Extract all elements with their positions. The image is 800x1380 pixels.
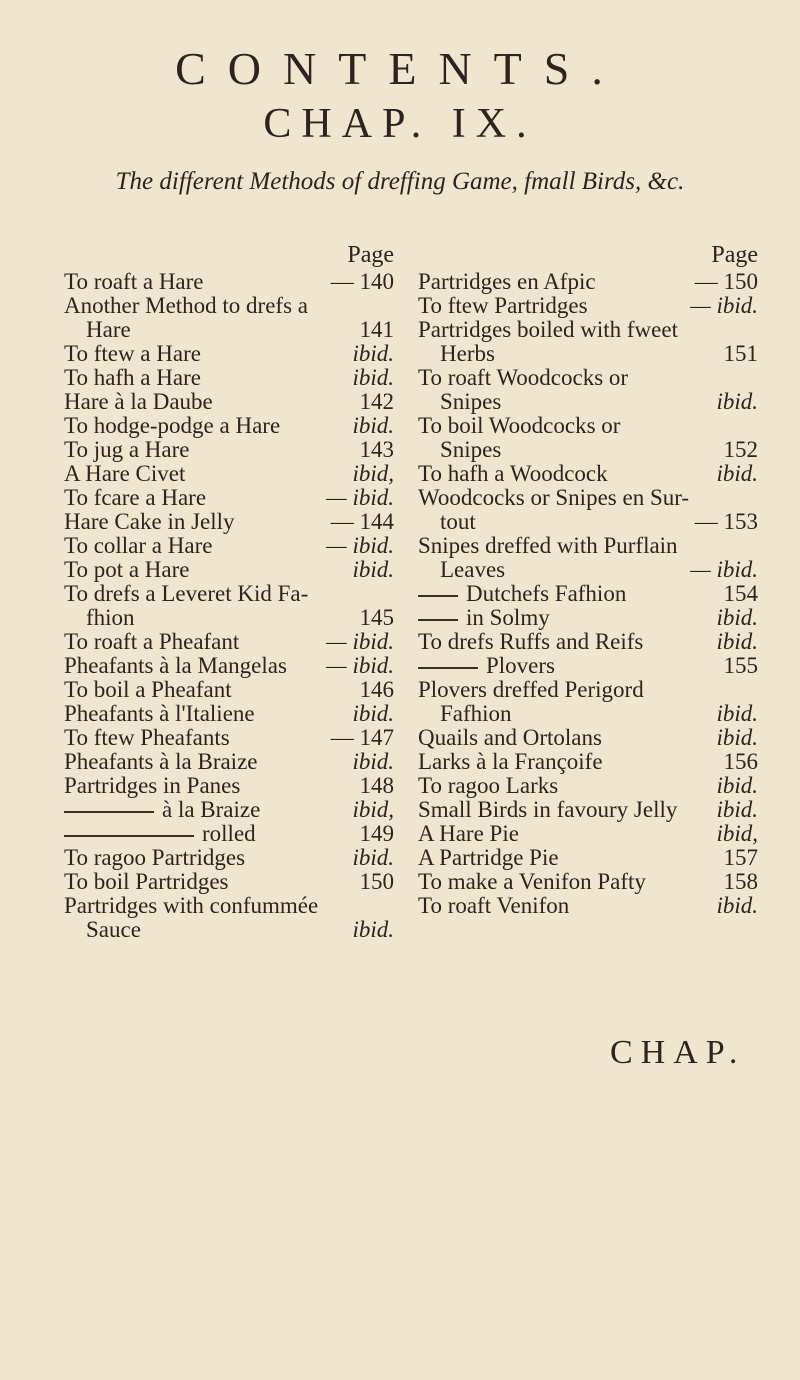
entry-title: Quails and Ortolans <box>418 725 602 750</box>
entry-page-number: — ibid. <box>326 485 394 510</box>
contents-entry <box>418 294 758 318</box>
entry-title: To collar a Hare <box>64 533 213 558</box>
entry-page-number: — 147 <box>330 725 394 750</box>
contents-entry <box>64 846 394 870</box>
contents-entry <box>418 630 758 654</box>
entry-page-number: — 150 <box>694 269 758 294</box>
entry-page-number: ibid, <box>352 461 394 486</box>
catchword: CHAP. <box>610 1034 746 1071</box>
contents-entry <box>64 678 394 702</box>
entry-page-number: 145 <box>359 605 394 630</box>
entry-list <box>64 270 394 942</box>
contents-entry <box>418 750 758 774</box>
entry-list <box>418 270 758 918</box>
entry-title: Pheafants à la Braize <box>64 749 258 774</box>
entry-title: tout <box>440 509 476 534</box>
ditto-rule <box>418 619 458 621</box>
entry-title: Plovers dreffed Perigord <box>418 677 644 702</box>
contents-entry <box>418 822 758 846</box>
entry-title: Hare <box>86 317 131 342</box>
contents-entry <box>64 390 394 414</box>
entry-page-number: ibid, <box>352 797 394 822</box>
entry-title: To pot a Hare <box>64 557 190 582</box>
entry-title: Partridges in Panes <box>64 773 241 798</box>
entry-title: A Hare Pie <box>418 821 519 846</box>
entry-title: To ftew a Hare <box>64 341 201 366</box>
contents-column-left <box>64 240 394 942</box>
entry-page-number: — ibid. <box>690 557 758 582</box>
entry-page-number: ibid. <box>352 917 394 942</box>
entry-title: To ftew Pheafants <box>64 725 230 750</box>
contents-entry <box>418 390 758 414</box>
entry-page-number: — 140 <box>330 269 394 294</box>
entry-title: Hare Cake in Jelly <box>64 509 235 534</box>
entry-page-number: — ibid. <box>690 293 758 318</box>
contents-column-right <box>418 240 758 918</box>
contents-entry <box>64 774 394 798</box>
entry-title: To hodge-podge a Hare <box>64 413 281 438</box>
contents-entry <box>418 534 758 558</box>
contents-entry <box>418 846 758 870</box>
entry-title: Partridges boiled with fweet <box>418 317 678 342</box>
contents-entry <box>64 294 394 318</box>
entry-page-number: 156 <box>723 749 758 774</box>
entry-page-number: 148 <box>359 773 394 798</box>
entry-title: Snipes dreffed with Purflain <box>418 533 678 558</box>
contents-entry <box>64 534 394 558</box>
contents-entry <box>64 510 394 534</box>
entry-title: à la Braize <box>162 797 261 822</box>
entry-page-number: ibid. <box>716 773 758 798</box>
entry-title: To roaft a Hare <box>64 269 204 294</box>
entry-page-number: 150 <box>359 869 394 894</box>
entry-page-number: ibid. <box>352 557 394 582</box>
entry-page-number: 155 <box>723 653 758 678</box>
entry-title: Hare à la Daube <box>64 389 213 414</box>
entry-title: To boil Partridges <box>64 869 229 894</box>
entry-page-number: ibid. <box>716 797 758 822</box>
contents-entry <box>418 318 758 342</box>
entry-page-number: — ibid. <box>326 629 394 654</box>
entry-title: To ragoo Larks <box>418 773 559 798</box>
entry-page-number: 142 <box>359 389 394 414</box>
entry-title: To hafh a Hare <box>64 365 201 390</box>
contents-entry <box>418 606 758 630</box>
contents-entry <box>64 702 394 726</box>
contents-entry <box>64 870 394 894</box>
contents-entry <box>418 774 758 798</box>
contents-entry <box>418 582 758 606</box>
entry-page-number: ibid. <box>352 749 394 774</box>
page-column-label: Page <box>711 242 758 268</box>
contents-entry <box>64 414 394 438</box>
contents-entry <box>64 630 394 654</box>
contents-entry <box>64 822 394 846</box>
entry-page-number: ibid. <box>352 341 394 366</box>
entry-title: To hafh a Woodcock <box>418 461 608 486</box>
entry-title: Leaves <box>440 557 506 582</box>
entry-page-number: 146 <box>359 677 394 702</box>
entry-title: A Partridge Pie <box>418 845 559 870</box>
entry-title: Another Method to drefs a <box>64 293 308 318</box>
ditto-rule <box>418 595 458 597</box>
entry-title: Sauce <box>86 917 141 942</box>
entry-page-number: ibid. <box>716 389 758 414</box>
entry-title: To fcare a Hare <box>64 485 207 510</box>
contents-entry <box>64 438 394 462</box>
entry-page-number: 154 <box>723 581 758 606</box>
chapter-heading: CHAP. IX. <box>263 101 537 147</box>
entry-title: Pheafants à l'Italiene <box>64 701 255 726</box>
chapter-subtitle: The different Methods of dreffing Game, fmall Birds, &c. <box>115 168 685 195</box>
contents-entry <box>418 870 758 894</box>
entry-page-number: 158 <box>723 869 758 894</box>
contents-entry <box>418 486 758 510</box>
entry-page-number: ibid. <box>716 701 758 726</box>
contents-entry <box>64 318 394 342</box>
entry-page-number: ibid. <box>716 725 758 750</box>
entry-title: To boil a Pheafant <box>64 677 232 702</box>
contents-entry <box>64 366 394 390</box>
contents-entry <box>418 462 758 486</box>
entry-title: To boil Woodcocks or <box>418 413 621 438</box>
contents-entry <box>64 894 394 918</box>
entry-page-number: ibid. <box>352 845 394 870</box>
contents-entry <box>418 510 758 534</box>
entry-title: Snipes <box>440 437 502 462</box>
entry-title: To jug a Hare <box>64 437 190 462</box>
entry-title: Dutchefs Fafhion <box>466 581 627 606</box>
entry-page-number: 141 <box>359 317 394 342</box>
contents-entry <box>418 894 758 918</box>
entry-title: Fafhion <box>440 701 512 726</box>
contents-entry <box>64 558 394 582</box>
entry-page-number: — ibid. <box>326 533 394 558</box>
ditto-rule <box>64 811 154 813</box>
entry-page-number: 143 <box>359 437 394 462</box>
entry-page-number: — ibid. <box>326 653 394 678</box>
entry-page-number: 151 <box>723 341 758 366</box>
entry-page-number: 152 <box>723 437 758 462</box>
entry-title: To roaft a Pheafant <box>64 629 240 654</box>
entry-title: rolled <box>202 821 256 846</box>
entry-page-number: — 153 <box>694 509 758 534</box>
entry-page-number: ibid. <box>352 365 394 390</box>
contents-entry <box>418 438 758 462</box>
contents-entry <box>64 654 394 678</box>
contents-entry <box>64 918 394 942</box>
entry-title: To drefs a Leveret Kid Fa- <box>64 581 309 606</box>
entry-page-number: 149 <box>359 821 394 846</box>
entry-title: Plovers <box>486 653 555 678</box>
ditto-rule <box>64 835 194 837</box>
contents-entry <box>64 726 394 750</box>
entry-page-number: 157 <box>723 845 758 870</box>
entry-title: Herbs <box>440 341 495 366</box>
entry-title: fhion <box>86 605 135 630</box>
contents-entry <box>418 270 758 294</box>
contents-entry <box>64 798 394 822</box>
entry-title: Snipes <box>440 389 502 414</box>
entry-page-number: ibid. <box>716 629 758 654</box>
entry-title: Pheafants à la Mangelas <box>64 653 287 678</box>
entry-title: Woodcocks or Snipes en Sur- <box>418 485 690 510</box>
entry-page-number: ibid. <box>716 461 758 486</box>
contents-entry <box>418 366 758 390</box>
entry-title: A Hare Civet <box>64 461 186 486</box>
contents-entry <box>64 582 394 606</box>
entry-title: To ftew Partridges <box>418 293 588 318</box>
page-title: CONTENTS. <box>175 43 625 94</box>
entry-title: To roaft Venifon <box>418 893 570 918</box>
contents-entry <box>64 606 394 630</box>
entry-page-number: ibid. <box>352 413 394 438</box>
entry-title: Partridges en Afpic <box>418 269 596 294</box>
page-column-label: Page <box>347 242 394 268</box>
entry-title: in Solmy <box>466 605 550 630</box>
contents-entry <box>418 558 758 582</box>
entry-title: To roaft Woodcocks or <box>418 365 629 390</box>
entry-title: Partridges with confummée <box>64 893 319 918</box>
ditto-rule <box>418 667 478 669</box>
entry-title: To drefs Ruffs and Reifs <box>418 629 644 654</box>
contents-entry <box>64 750 394 774</box>
contents-entry <box>64 270 394 294</box>
entry-title: To ragoo Partridges <box>64 845 246 870</box>
entry-page-number: ibid. <box>716 605 758 630</box>
contents-entry <box>64 486 394 510</box>
entry-title: Small Birds in favoury Jelly <box>418 797 678 822</box>
contents-entry <box>418 678 758 702</box>
contents-entry <box>418 702 758 726</box>
contents-entry <box>64 342 394 366</box>
entry-page-number: ibid. <box>352 701 394 726</box>
contents-entry <box>418 726 758 750</box>
entry-page-number: — 144 <box>330 509 394 534</box>
entry-title: Larks à la Françoife <box>418 749 603 774</box>
entry-page-number: ibid. <box>716 893 758 918</box>
contents-entry <box>64 462 394 486</box>
contents-entry <box>418 342 758 366</box>
contents-entry <box>418 654 758 678</box>
contents-entry <box>418 414 758 438</box>
entry-title: To make a Venifon Pafty <box>418 869 646 894</box>
entry-page-number: ibid, <box>716 821 758 846</box>
contents-entry <box>418 798 758 822</box>
